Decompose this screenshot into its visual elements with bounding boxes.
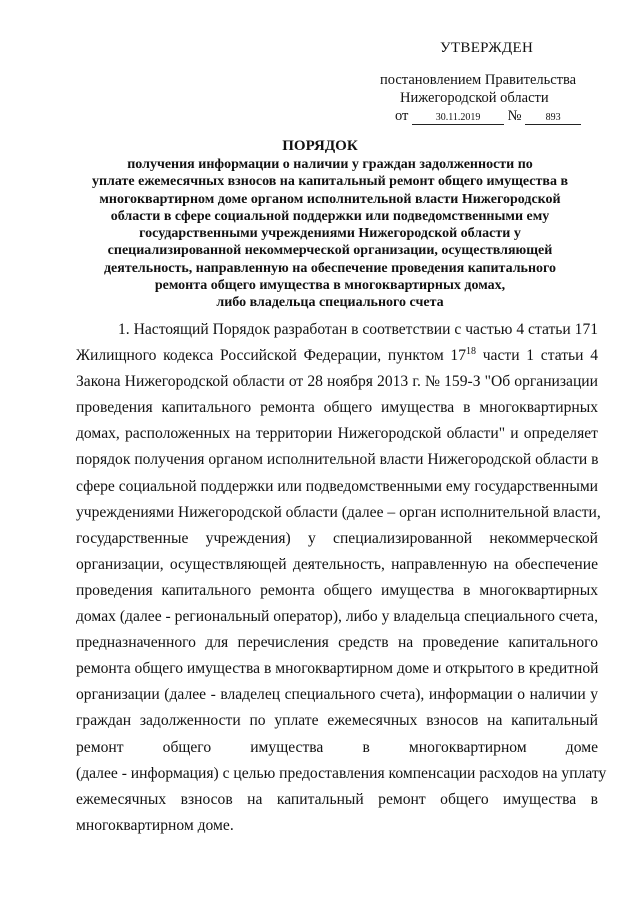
approval-line-1: постановлением Правительства xyxy=(380,72,577,88)
paragraph-line: граждан задолженности по уплате ежемесячных взносов на капитальный xyxy=(76,712,598,730)
paragraph-line: домах, расположенных на территории Нижегородской области" и определяет xyxy=(76,425,598,443)
paragraph-line: домах (далее - региональный оператор), либо у владельца специального счета, xyxy=(76,608,598,626)
approval-date-line xyxy=(395,108,581,125)
paragraph-line: ежемесячных взносов на капитальный ремонт общего имущества в xyxy=(76,790,598,808)
approval-line-2: Нижегородской области xyxy=(400,90,549,106)
paragraph-line: (далее - информация) с целью предоставления компенсации расходов на уплату xyxy=(76,764,607,782)
text-fragment: Жилищного кодекса Российской Федерации, пунктом 17 xyxy=(76,347,466,365)
subtitle-line: деятельность, направленную на обеспечение проведения капитального xyxy=(103,260,557,276)
footnote-superscript: 18 xyxy=(466,345,476,357)
subtitle-line: либо владельца специального счета xyxy=(216,295,444,311)
paragraph-line: проведения капитального ремонта общего имущества в многоквартирных xyxy=(76,399,598,417)
subtitle-line: специализированной некоммерческой организации, осуществляющей xyxy=(107,243,553,259)
subtitle-line: области в сфере социальной поддержки или подведомственными ему xyxy=(110,208,550,224)
subtitle-line: уплате ежемесячных взносов на капитальный ремонт общего имущества в xyxy=(91,174,569,190)
document-title: ПОРЯДОК xyxy=(282,138,358,154)
paragraph-line: порядок получения органом исполнительной власти Нижегородской области в xyxy=(76,451,599,469)
from-label: от xyxy=(395,108,409,124)
paragraph-line: предназначенного для перечисления средств на проведение капитального xyxy=(76,634,598,652)
paragraph-line: ремонт общего имущества в многоквартирном доме xyxy=(76,738,598,756)
paragraph-line: многоквартирном доме. xyxy=(76,816,234,834)
paragraph-line: учреждениями Нижегородской области (далее – орган исполнительной власти, xyxy=(76,503,601,521)
approval-date: 30.11.2019 xyxy=(412,112,504,125)
paragraph-line: организации (далее - владелец специального счета), информации о наличии у xyxy=(76,686,598,704)
subtitle-line: ремонта общего имущества в многоквартирных домах, xyxy=(154,278,506,294)
number-label: № xyxy=(507,108,522,124)
paragraph-line: Закона Нижегородской области от 28 ноября 2013 г. № 159-З "Об организации xyxy=(76,373,598,391)
text-fragment: части 1 статьи 4 xyxy=(476,347,599,365)
paragraph-line: государственные учреждения) у специализированной некоммерческой xyxy=(76,529,598,547)
subtitle-line: государственными учреждениями Нижегородской области у xyxy=(139,226,521,242)
paragraph-line-footnote xyxy=(76,343,598,369)
paragraph-1 xyxy=(76,317,607,839)
approval-number: 893 xyxy=(525,112,581,125)
document-subtitle xyxy=(70,156,590,312)
paragraph-line: ремонта общего имущества в многоквартирном доме и открытого в кредитной xyxy=(76,660,599,678)
paragraph-line: организации, осуществляющей деятельность, направленную на обеспечение xyxy=(76,555,598,573)
paragraph-line: сфере социальной поддержки или подведомственными ему государственными xyxy=(76,477,599,495)
paragraph-line: 1. Настоящий Порядок разработан в соответствии с частью 4 статьи 171 xyxy=(118,321,599,338)
subtitle-line: многоквартирном доме органом исполнительной власти Нижегородской xyxy=(99,191,561,207)
approval-title: УТВЕРЖДЕН xyxy=(440,40,534,56)
paragraph-line: проведения капитального ремонта общего имущества в многоквартирных xyxy=(76,581,598,599)
subtitle-line: получения информации о наличии у граждан задолженности по xyxy=(127,157,533,172)
